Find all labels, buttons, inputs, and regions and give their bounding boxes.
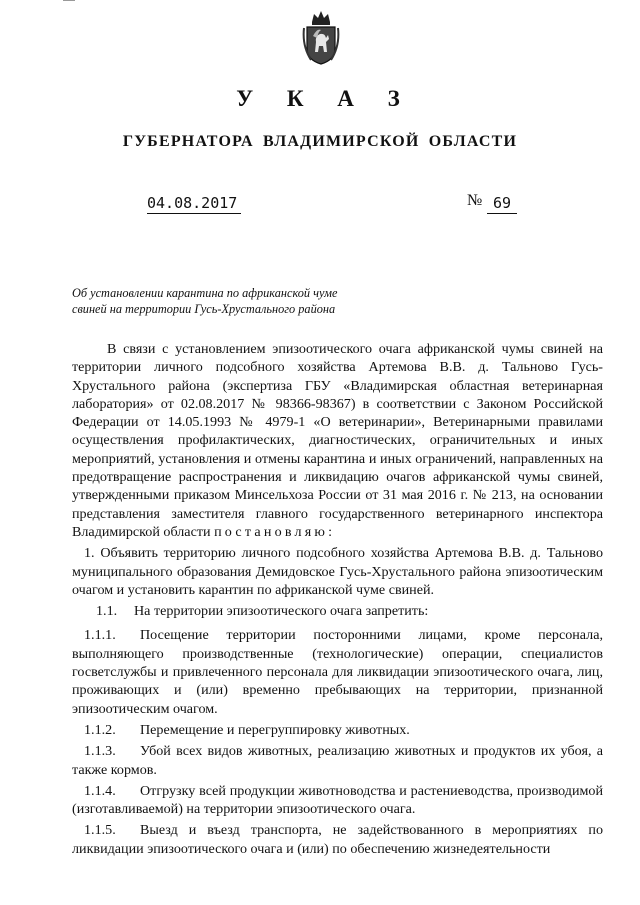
clause-number: 1. bbox=[84, 545, 95, 562]
decree-number: 69 bbox=[487, 194, 517, 214]
clause-text: Объявить территорию личного подсобного хозяйства Артемова В.В. д. Тальново муниципального образования Демидовское Гусь-Хрустального района эпизоотическим очагом и установить карантин по африканской чуме свиней. bbox=[72, 545, 603, 598]
clause-number: 1.1.5. bbox=[84, 822, 116, 839]
issuer-heading: ГУБЕРНАТОРА ВЛАДИМИРСКОЙ ОБЛАСТИ bbox=[122, 133, 518, 150]
decree-word: постановляю: bbox=[214, 523, 336, 540]
scan-mark bbox=[63, 0, 75, 1]
clause-number: 1.1.2. bbox=[84, 721, 116, 738]
decree-subject: Об установлении карантина по африканской чуме свиней на территории Гусь-Хрустального района bbox=[72, 286, 338, 316]
clause-text: Посещение территории посторонними лицами, кроме персонала, выполняющего производственные (технологические) операции, специалистов госветслужбы и привлеченного персонала для ликвидации эпизоотического очага, лиц, проживающих и (или) временно пребывающих на территории, признанной эпизоотическим очагом. bbox=[72, 627, 603, 717]
clause-1-1-2 bbox=[72, 721, 603, 739]
coat-of-arms-icon bbox=[301, 8, 341, 66]
clause-text: Отгрузку всей продукции животноводства и растениеводства, производимой (изготавливаемой) на территории эпизоотического очага. bbox=[72, 782, 603, 818]
clause-number: 1.1.3. bbox=[84, 743, 116, 760]
clause-text: Перемещение и перегруппировку животных. bbox=[140, 721, 410, 738]
document-title: У К А З bbox=[236, 86, 414, 111]
clause-1-1 bbox=[72, 602, 603, 620]
decree-date: 04.08.2017 bbox=[147, 194, 241, 214]
preamble-paragraph bbox=[72, 340, 603, 541]
number-label: № bbox=[467, 192, 483, 209]
preamble-text: В связи с установлением эпизоотического очага африканской чумы свиней на территории личного подсобного хозяйства Артемова В.В. д. Тальново Гусь-Хрустального района (экспертиза ГБУ «Владимирская областная ветеринарная лаборатория» от 02.08.2017 № 98366-98367) в соответствии с Законом Российской Федерации от 14.05.1993 № 4979-1 «О ветеринарии», Ветеринарными правилами осуществления профилактических, диагностических, ограничительных и иных мероприятий, установления и отмены карантина и иных ограничений, направленных на предотвращение распространения и ликвидацию очагов африканской чумы свиней, утвержденными приказом Минсельхоза России от 31 мая 2016 г. № 213, на основании представления заместителя главного государственного ветеринарного инспектора Владимирской области bbox=[72, 341, 603, 540]
clause-number: 1.1. bbox=[96, 603, 118, 620]
clause-text: На территории эпизоотического очага запретить: bbox=[134, 603, 429, 620]
decree-body bbox=[72, 340, 603, 858]
clause-1 bbox=[72, 544, 603, 599]
clause-1-1-4 bbox=[72, 782, 603, 819]
clause-text: Выезд и въезд транспорта, не задействованного в мероприятиях по ликвидации эпизоотического очага и (или) по обеспечению жизнедеятельности bbox=[72, 822, 603, 857]
clause-1-1-3 bbox=[72, 742, 603, 779]
clause-number: 1.1.1. bbox=[84, 627, 116, 644]
clause-number: 1.1.4. bbox=[84, 782, 116, 799]
clause-1-1-1 bbox=[72, 626, 603, 717]
clause-text: Убой всех видов животных, реализацию животных и продуктов их убоя, а также кормов. bbox=[72, 743, 603, 778]
clause-1-1-5 bbox=[72, 821, 603, 858]
